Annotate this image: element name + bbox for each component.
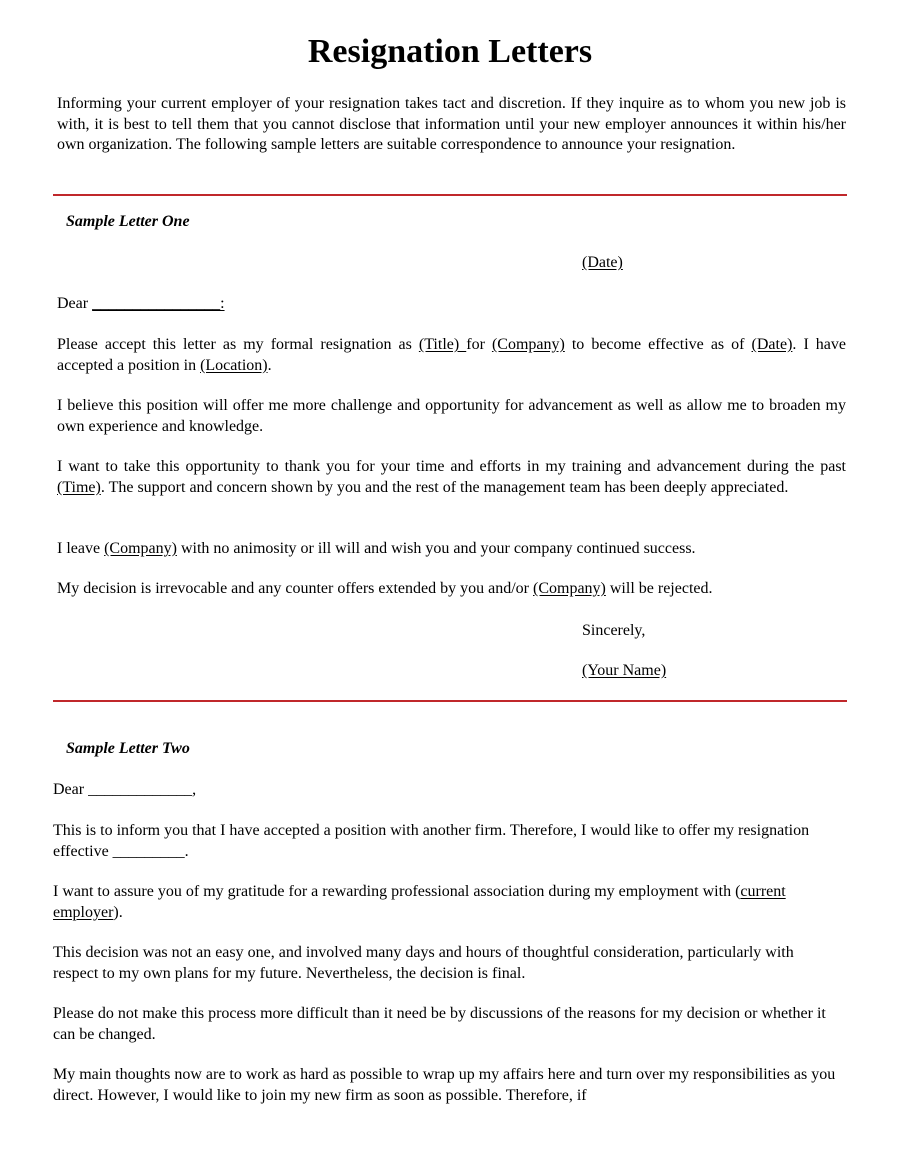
letter-one-paragraph-2: I believe this position will offer me more challenge and opportunity for advancement as well as allow me to broaden my own experience and knowledge.	[57, 397, 846, 435]
letter-two-paragraph-2: I want to assure you of my gratitude for a rewarding professional association during my employment with (current employer).	[53, 883, 786, 921]
page-title: Resignation Letters	[307, 33, 593, 70]
intro-paragraph: Informing your current employer of your resignation takes tact and discretion. If they inquire as to whom you new job is with, it is best to tell them that you cannot disclose that information until your new employer announces it within his/her own organization. The following sample letters are suitable correspondence to announce your resignation.	[57, 95, 846, 153]
letter-one-paragraph-4: I leave (Company) with no animosity or ill will and wish you and your company continued success.	[57, 540, 696, 557]
letter-one-closing: Sincerely,	[582, 622, 646, 639]
letter-two-heading: Sample Letter Two	[66, 740, 190, 757]
letter-two-paragraph-3: This decision was not an easy one, and involved many days and hours of thoughtful consideration, particularly with respect to my own plans for my future. Nevertheless, the decision is final.	[53, 944, 794, 982]
letter-two-paragraph-5: My main thoughts now are to work as hard as possible to wrap up my affairs here and turn over my responsibilities as you direct. However, I would like to join my new firm as soon as possible. Therefore, if	[53, 1066, 836, 1104]
letter-one-salutation: Dear ________________:	[57, 295, 225, 312]
letter-two-paragraph-4: Please do not make this process more difficult than it need be by discussions of the reasons for my decision or whether it can be changed.	[53, 1005, 826, 1043]
letter-one-date: (Date)	[582, 254, 623, 271]
letter-two-salutation: Dear _____________,	[53, 781, 197, 798]
letter-one-signature: (Your Name)	[582, 662, 667, 679]
letter-two-paragraph-1: This is to inform you that I have accepted a position with another firm. Therefore, I would like to offer my resignation effective _________.	[53, 822, 810, 860]
section-divider	[53, 700, 847, 702]
letter-one-heading: Sample Letter One	[66, 213, 190, 230]
letter-one-paragraph-3: I want to take this opportunity to thank you for your time and efforts in my training and advancement during the past (Time). The support and concern shown by you and the rest of the management team has been deeply appreciated.	[57, 458, 846, 496]
letter-one-paragraph-1: Please accept this letter as my formal resignation as (Title) for (Company) to become effective as of (Date). I have accepted a position in (Location).	[57, 336, 847, 374]
letter-one-paragraph-5: My decision is irrevocable and any counter offers extended by you and/or (Company) will be rejected.	[57, 580, 713, 597]
section-divider	[53, 194, 847, 196]
